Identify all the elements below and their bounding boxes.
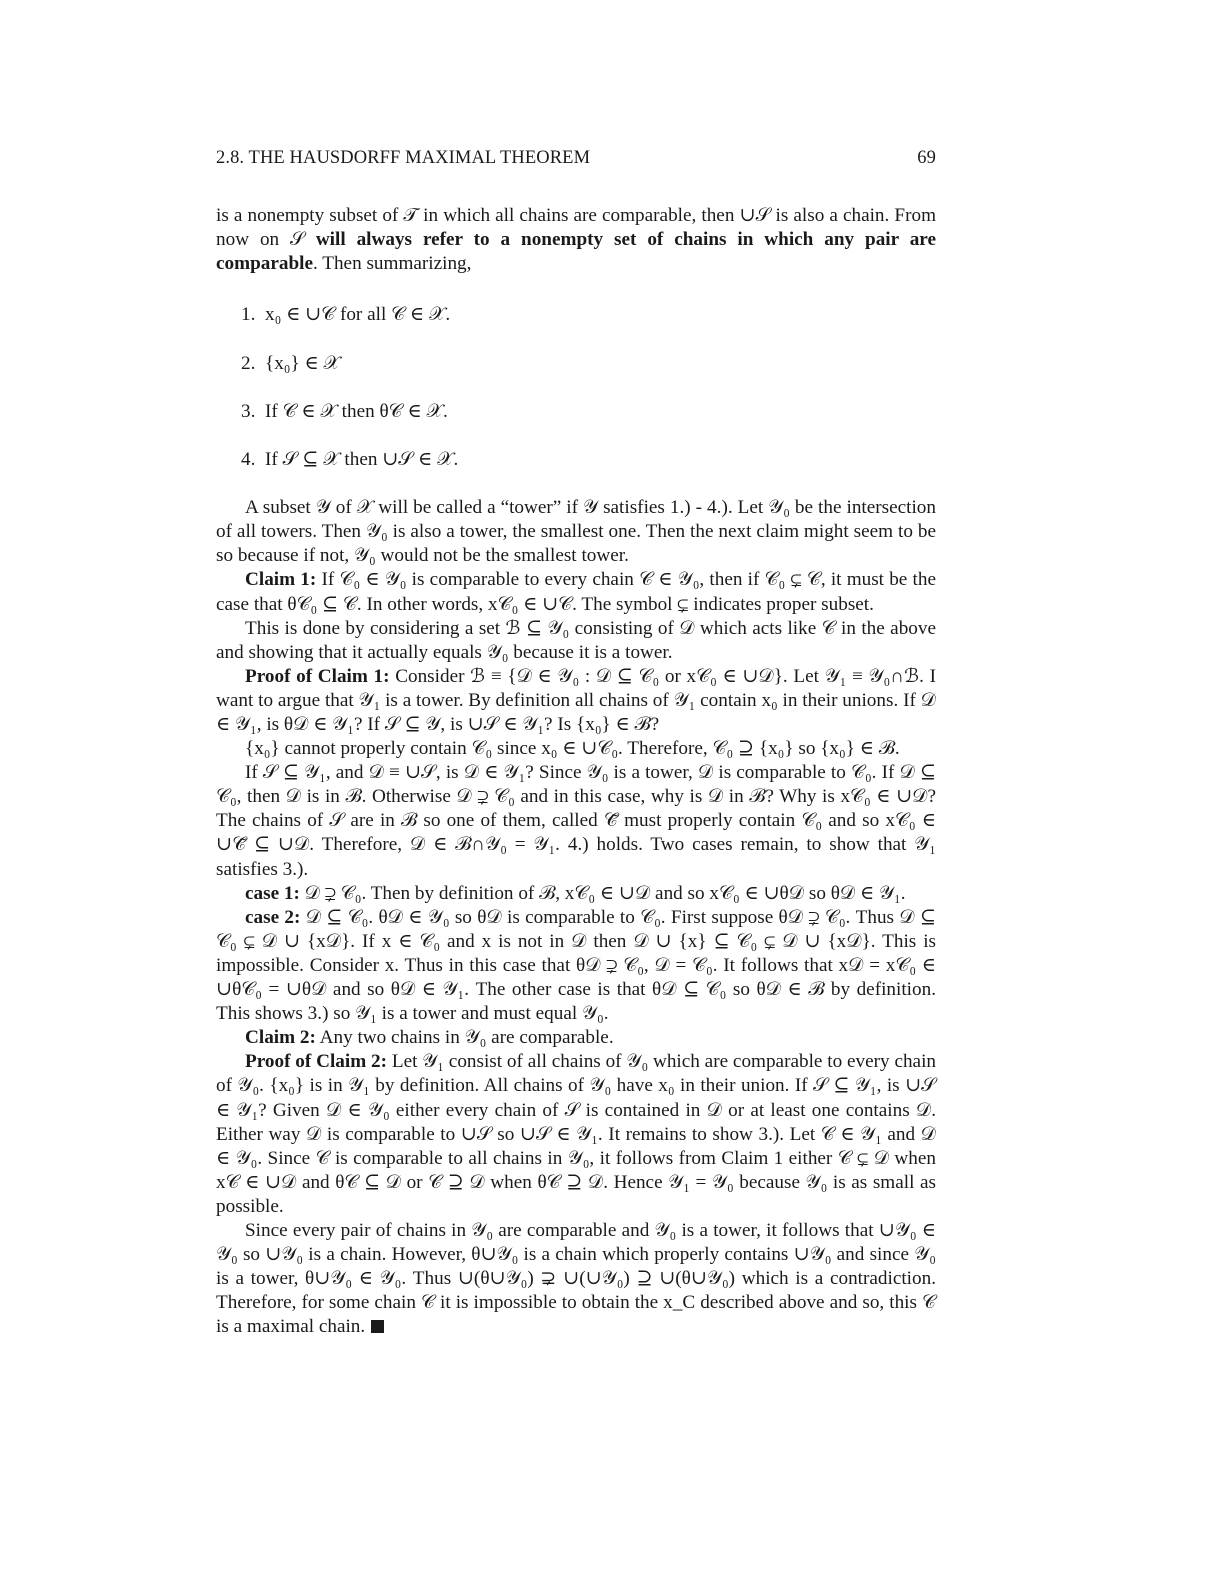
proof-1-paragraph: [216, 665, 936, 737]
claim-1-paragraph: [216, 568, 936, 616]
page-body: [216, 204, 936, 1339]
list-item: [241, 352, 936, 376]
qed-square-icon: [371, 1320, 384, 1333]
claim-2-paragraph: [216, 1026, 936, 1050]
intro-line-2-pre: From now on 𝒮: [216, 205, 937, 251]
case-1-label: case 1:: [245, 882, 300, 904]
conclusion-text: Since every pair of chains in 𝒴₀ are comparable and 𝒴₀ is a tower, it follows that ∪𝒴₀ ∈ 𝒴₀ so ∪𝒴₀ is a chain. However, θ∪𝒴₀ is a chain which properly contains ∪𝒴₀ and since 𝒴₀ is a tower, θ∪𝒴₀ ∈ 𝒴₀. Thus ∪(θ∪𝒴₀) ⊋ ∪(∪𝒴₀) ⊇ ∪(θ∪𝒴₀) which is a contradiction. Therefore, for some chain 𝒞 it is impossible to obtain the x_C described above and so, this 𝒞 is a maximal chain.: [216, 1219, 936, 1338]
running-header: [216, 148, 936, 169]
case-2-paragraph: [216, 906, 936, 1026]
page-number: 69: [917, 148, 936, 168]
list-text: x₀ ∈ ∪𝒞 for all 𝒞 ∈ 𝒳.: [265, 304, 451, 326]
case-2-label: case 2:: [245, 906, 301, 928]
proof-1-text: Consider ℬ ≡ {𝒟 ∈ 𝒴₀ : 𝒟 ⊆ 𝒞₀ or x𝒞₀ ∈ ∪𝒟}. Let 𝒴₁ ≡ 𝒴₀∩ℬ. I want to argue that 𝒴₁ is a tower. By definition all chains of 𝒴₁ contain x₀ in their unions. If 𝒟 ∈ 𝒴₁, is θ𝒟 ∈ 𝒴₁? If 𝒮 ⊆ 𝒴, is ∪𝒮 ∈ 𝒴₁? Is {x₀} ∈ ℬ?: [216, 665, 937, 736]
list-number: 2.: [241, 352, 256, 374]
intro-line-1: is a nonempty subset of 𝒯 in which all chains are comparable, then ∪𝒮 is also a chain.: [216, 205, 890, 226]
list-number: 4.: [241, 449, 256, 471]
strategy-paragraph: This is done by considering a set ℬ ⊆ 𝒴₀ consisting of 𝒟 which acts like 𝒞 in the above and showing that it actually equals 𝒴₀ because it is a tower.: [216, 617, 936, 663]
list-text: {x₀} ∈ 𝒳: [265, 352, 341, 374]
claim-1-label: Claim 1:: [245, 569, 317, 591]
proof-2-paragraph: [216, 1050, 936, 1219]
list-text: If 𝒮 ⊆ 𝒳 then ∪𝒮 ∈ 𝒳.: [265, 449, 459, 471]
tower-definition-paragraph: A subset 𝒴 of 𝒳 will be called a “tower” if 𝒴 satisfies 1.) - 4.). Let 𝒴₀ be the intersection of all towers. Then 𝒴₀ is also a tower, the smallest one. Then the next claim might seem to be so because if not, 𝒴₀ would not be the smallest tower.: [216, 497, 936, 567]
union-paragraph: If 𝒮 ⊆ 𝒴₁, and 𝒟 ≡ ∪𝒮, is 𝒟 ∈ 𝒴₁? Since 𝒴₀ is a tower, 𝒟 is comparable to 𝒞₀. If 𝒟 ⊆ 𝒞₀, then 𝒟 is in ℬ. Otherwise 𝒟 ⊋ 𝒞₀ and in this case, why is 𝒟 in ℬ? Why is x𝒞₀ ∈ ∪𝒟? The chains of 𝒮 are in ℬ so one of them, called 𝒞̃ must properly contain 𝒞₀ and so x𝒞₀ ∈ ∪𝒞̃ ⊆ ∪𝒟. Therefore, 𝒟 ∈ ℬ∩𝒴₀ = 𝒴₁. 4.) holds. Two cases remain, to show that 𝒴₁ satisfies 3.).: [216, 762, 936, 880]
singleton-paragraph: {x₀} cannot properly contain 𝒞₀ since x₀ ∈ ∪𝒞₀. Therefore, 𝒞₀ ⊇ {x₀} so {x₀} ∈ ℬ.: [245, 738, 900, 760]
list-number: 1.: [241, 304, 256, 326]
intro-bold-statement: will always refer to a nonempty set of chains in which any pair are comparable: [216, 229, 936, 275]
conclusion-paragraph: [216, 1219, 936, 1339]
list-item: [241, 400, 936, 424]
list-text: If 𝒞 ∈ 𝒳 then θ𝒞 ∈ 𝒳.: [265, 400, 448, 422]
case-1-paragraph: [216, 882, 936, 906]
case-2-text: 𝒟 ⊆ 𝒞₀. θ𝒟 ∈ 𝒴₀ so θ𝒟 is comparable to 𝒞₀. First suppose θ𝒟 ⊋ 𝒞₀. Thus 𝒟 ⊆ 𝒞₀ ⊊ 𝒟 ∪ {x𝒟}. If x ∈ 𝒞₀ and x is not in 𝒟 then 𝒟 ∪ {x} ⊆ 𝒞₀ ⊊ 𝒟 ∪ {x𝒟}. This is impossible. Consider x. Thus in this case that θ𝒟 ⊋ 𝒞₀, 𝒟 = 𝒞₀. It follows that x𝒟 = x𝒞₀ ∈ ∪θ𝒞₀ = ∪θ𝒟 and so θ𝒟 ∈ 𝒴₁. The other case is that θ𝒟 ⊆ 𝒞₀ so θ𝒟 ∈ ℬ by definition. This shows 3.) so 𝒴₁ is a tower and must equal 𝒴₀.: [216, 906, 937, 1025]
proof-2-text: Let 𝒴₁ consist of all chains of 𝒴₀ which are comparable to every chain of 𝒴₀. {x₀} is in 𝒴₁ by definition. All chains of 𝒴₀ have x₀ in their union. If 𝒮 ⊆ 𝒴₁, is ∪𝒮 ∈ 𝒴₁? Given 𝒟 ∈ 𝒴₀ either every chain of 𝒮 is contained in 𝒟 or at least one contains 𝒟. Either way 𝒟 is comparable to ∪𝒮 so ∪𝒮 ∈ 𝒴₁. It remains to show 3.). Let 𝒞 ∈ 𝒴₁ and 𝒟 ∈ 𝒴₀. Since 𝒞 is comparable to all chains in 𝒴₀, it follows from Claim 1 either 𝒞 ⊊ 𝒟 when x𝒞 ∈ ∪𝒟 and θ𝒞 ⊆ 𝒟 or 𝒞 ⊇ 𝒟 when θ𝒞 ⊇ 𝒟. Hence 𝒴₁ = 𝒴₀ because 𝒴₀ is as small as possible.: [216, 1051, 936, 1217]
list-number: 3.: [241, 400, 256, 422]
claim-2-label: Claim 2:: [245, 1027, 316, 1049]
section-title: 2.8. THE HAUSDORFF MAXIMAL THEOREM: [216, 148, 591, 168]
properties-list: [216, 303, 936, 472]
list-item: [241, 448, 936, 472]
case-1-text: 𝒟 ⊋ 𝒞₀. Then by definition of ℬ, x𝒞₀ ∈ ∪𝒟 and so x𝒞₀ ∈ ∪θ𝒟 so θ𝒟 ∈ 𝒴₁.: [299, 882, 906, 904]
intro-paragraph: [216, 204, 936, 276]
claim-2-text: Any two chains in 𝒴₀ are comparable.: [315, 1027, 614, 1049]
claim-1-text: If 𝒞₀ ∈ 𝒴₀ is comparable to every chain 𝒞 ∈ 𝒴₀, then if 𝒞₀ ⊊ 𝒞, it must be the case that θ𝒞₀ ⊆ 𝒞. In other words, x𝒞₀ ∈ ∪𝒞. The symbol ⊊ indicates proper subset.: [216, 569, 936, 615]
list-item: [241, 303, 936, 327]
proof-2-label: Proof of Claim 2:: [245, 1051, 388, 1073]
intro-line-2-post: . Then summarizing,: [313, 253, 472, 275]
proof-1-label: Proof of Claim 1:: [245, 665, 390, 687]
